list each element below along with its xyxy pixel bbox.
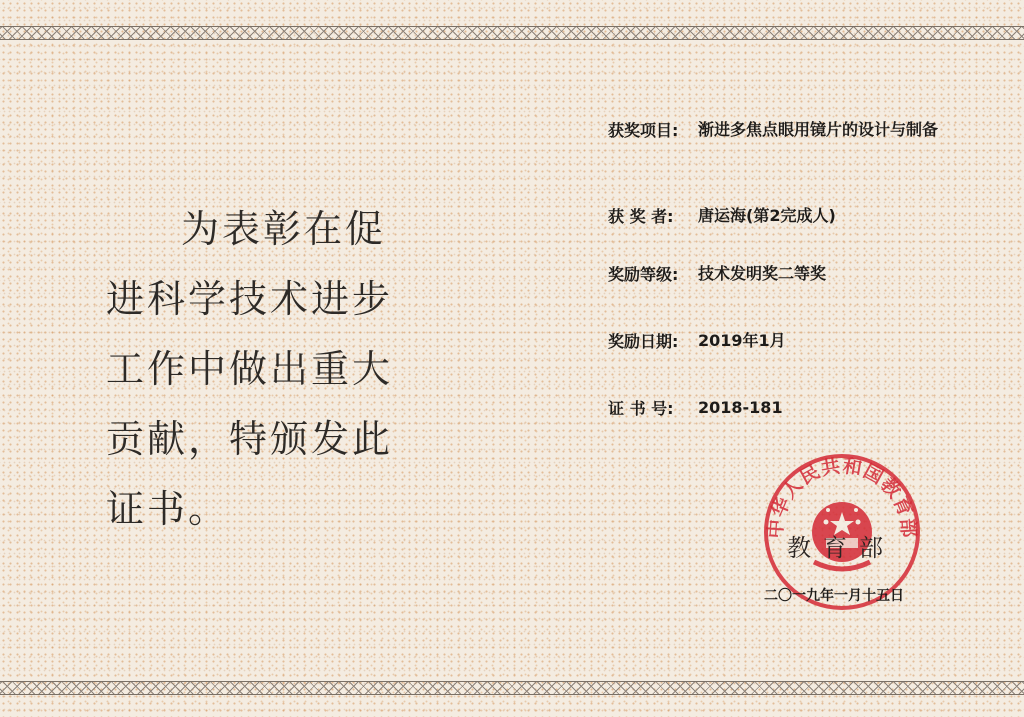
- field-level-label: 奖励等级:: [608, 265, 679, 284]
- citation-line: 工作中做出重大: [106, 347, 394, 391]
- field-project-value: 渐进多焦点眼用镜片的设计与制备: [698, 120, 939, 139]
- field-date: [608, 329, 948, 353]
- field-cert-no-label: 证 书 号:: [608, 399, 674, 418]
- issue-date: 二〇一九年一月十五日: [764, 588, 904, 604]
- field-level-value: 技术发明奖二等奖: [698, 264, 827, 283]
- field-project-label: 获奖项目:: [608, 121, 679, 140]
- top-decorative-border: [0, 26, 1024, 40]
- field-cert-no: [608, 396, 948, 420]
- field-winner: [608, 204, 948, 228]
- seal-ring-text: 中华人民共和国教育部: [764, 455, 920, 540]
- field-level: [608, 262, 948, 286]
- field-winner-label: 获 奖 者:: [608, 207, 674, 226]
- citation-text: [106, 194, 411, 544]
- citation-line: 进科学技术进步: [106, 277, 394, 321]
- field-winner-value: 唐运海(第2完成人): [698, 206, 836, 225]
- citation-line: 贡献，特颁发此: [106, 417, 394, 461]
- field-date-label: 奖励日期:: [608, 332, 679, 351]
- citation-line: 为表彰在促: [181, 207, 387, 251]
- field-cert-no-value: 2018-181: [698, 398, 783, 417]
- bottom-decorative-border: [0, 681, 1024, 695]
- issuing-organization: 教育部: [787, 534, 895, 562]
- citation-line: 证书。: [106, 487, 230, 531]
- field-project: [608, 118, 948, 142]
- field-date-value: 2019年1月: [698, 331, 786, 350]
